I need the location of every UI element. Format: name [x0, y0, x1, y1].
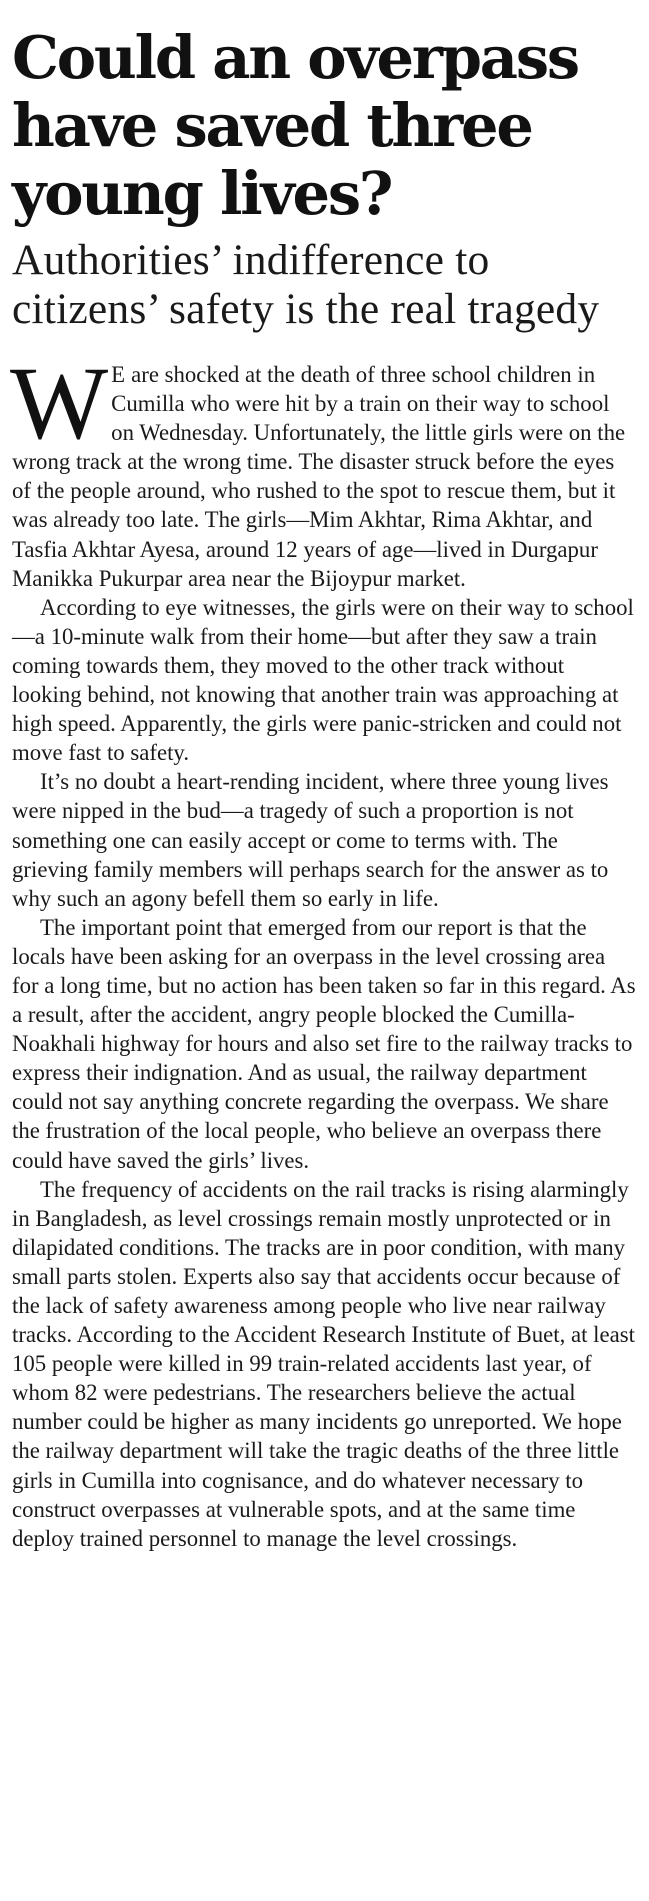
paragraph-5: The frequency of accidents on the rail tracks is rising alarmingly in Bangladesh, as level crossings remain mostly unprotected or in dilapidated conditions. The tracks are in poor condition, with many small parts stolen. Experts also say that accidents occur because of the lack of safety awareness among people who live near railway tracks. According to the Accident Research Institute of Buet, at least 105 people were killed in 99 train-related accidents last year, of whom 82 were pedestrians. The researchers believe the actual number could be higher as many incidents go unreported. We hope the railway department will take the tragic deaths of the three little girls in Cumilla into cognisance, and do whatever necessary to construct overpasses at vulnerable spots, and at the same time deploy trained personnel to manage the level crossings.: [12, 1176, 635, 1551]
paragraph-1: [10, 346, 637, 593]
paragraph-2: According to eye witnesses, the girls were on their way to school—a 10-minute walk from their home—but after they saw a train coming towards them, they moved to the other track without looking behind, not knowing that another train was approaching at high speed. Apparently, the girls were panic-stricken and could not move fast to safety.: [12, 594, 634, 766]
headline: Could an overpass have saved three young lives?: [12, 23, 578, 228]
drop-cap: W: [10, 346, 109, 461]
article-body: [10, 346, 637, 1553]
paragraph-3: It’s no doubt a heart-rending incident, where three young lives were nipped in the bud—a tragedy of such a proportion is not something one can easily accept or come to terms with. The grieving family members will perhaps search for the answer as to why such an agony befell them so early in life.: [12, 769, 609, 911]
paragraph-4: The important point that emerged from our report is that the locals have been asking for an overpass in the level crossing area for a long time, but no action has been taken so far in this regard. As a result, after the accident, angry people blocked the Cumilla-Noakhali highway for hours and also set fire to the railway tracks to express their indignation. And as usual, the railway department could not say anything concrete regarding the overpass. We share the frustration of the local people, who believe an overpass there could have saved the girls’ lives.: [12, 914, 636, 1173]
drop-cap-continuation: E: [111, 362, 126, 387]
subheadline: Authorities’ indifference to citizens’ safety is the real tragedy: [12, 236, 600, 333]
paragraph-1-text: are shocked at the death of three school children in Cumilla who were hit by a train on their way to school on Wednesday. Unfortunately, the little girls were on the wrong track at the wrong time. The disaster struck before the eyes of the people around, who rushed to the spot to rescue them, but it was already too late. The girls—Mim Akhtar, Rima Akhtar, and Tasfia Akhtar Ayesa, around 12 years of age—lived in Durgapur Manikka Pukurpar area near the Bijoypur market.: [12, 362, 626, 591]
